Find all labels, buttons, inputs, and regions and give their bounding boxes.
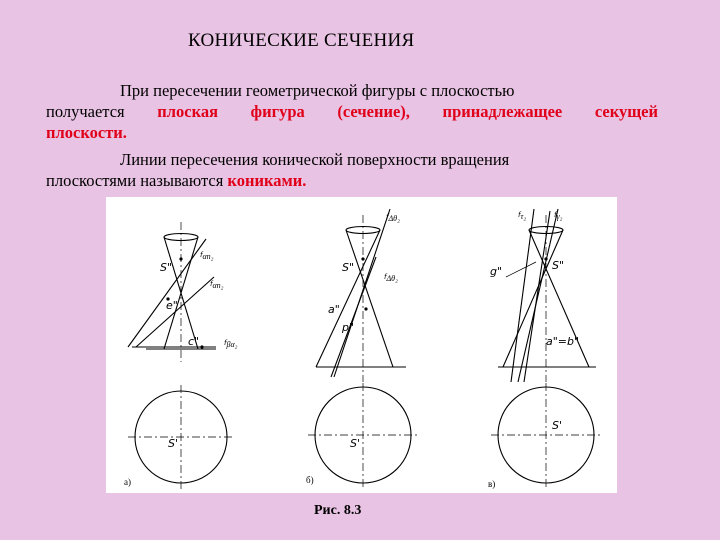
panel-a-plane-bottom-label: fβα₂ [224, 339, 238, 349]
panel-c-point-g-label: g" [490, 265, 503, 278]
paragraph-conics-highlight: кониками. [227, 171, 307, 190]
page-title: КОНИЧЕСКИЕ СЕЧЕНИЯ [188, 30, 415, 51]
figure-drawing [106, 197, 617, 493]
panel-c-plane-2-label: fγ₂ [554, 211, 563, 221]
panel-c-apex-label: S" [552, 259, 565, 272]
panel-b-point-a-label: a" [328, 303, 340, 316]
paragraph-conics [46, 149, 658, 191]
paragraph-intro-highlight-end: плоскости. [46, 123, 127, 142]
paragraph-conics-plain: плоскостями называются [46, 171, 224, 190]
panel-a-plane-top-label: fαn₂ [200, 251, 214, 261]
paragraph-intro [46, 80, 658, 143]
panel-b-label: б) [306, 475, 314, 485]
panel-c-plane-1-label: fτ₂ [518, 211, 527, 221]
panel-a-point-e-label: e" [166, 299, 178, 312]
panel-c-center-label: S' [552, 419, 563, 432]
panel-a-center-label: S' [168, 437, 179, 450]
panel-a-apex-label: S" [160, 261, 173, 274]
panel-a-label: а) [124, 477, 131, 487]
panel-b-plane-top-label: fΔθ₂ [386, 213, 400, 223]
panel-b-point-p-label: p" [342, 321, 355, 334]
paragraph-intro-highlight: плоская фигура (сечение), принадлежащее секущей [157, 102, 658, 121]
panel-b-plane-right-label: fΔθ₂ [384, 273, 398, 283]
panel-a-plane-mid-label: fαn₂ [210, 280, 224, 290]
panel-c-point-ab-label: a"=b" [546, 335, 580, 348]
panel-b-center-label: S' [350, 437, 361, 450]
panel-c-drawing [491, 209, 601, 489]
panel-c-label: в) [488, 479, 496, 489]
conic-sections-figure [106, 197, 617, 493]
paragraph-conics-line1: Линии пересечения конической поверхности вращения [120, 150, 510, 169]
paragraph-intro-plain: получается [46, 102, 125, 121]
panel-a-point-c-label: c" [188, 335, 200, 348]
panel-b-apex-label: S" [342, 261, 355, 274]
panel-a-drawing [128, 222, 234, 489]
paragraph-intro-line1: При пересечении геометрической фигуры с плоскостью [120, 81, 515, 100]
panel-b-drawing [308, 209, 418, 489]
figure-caption: Рис. 8.3 [314, 503, 362, 518]
paragraph-intro-line2 [46, 101, 658, 122]
